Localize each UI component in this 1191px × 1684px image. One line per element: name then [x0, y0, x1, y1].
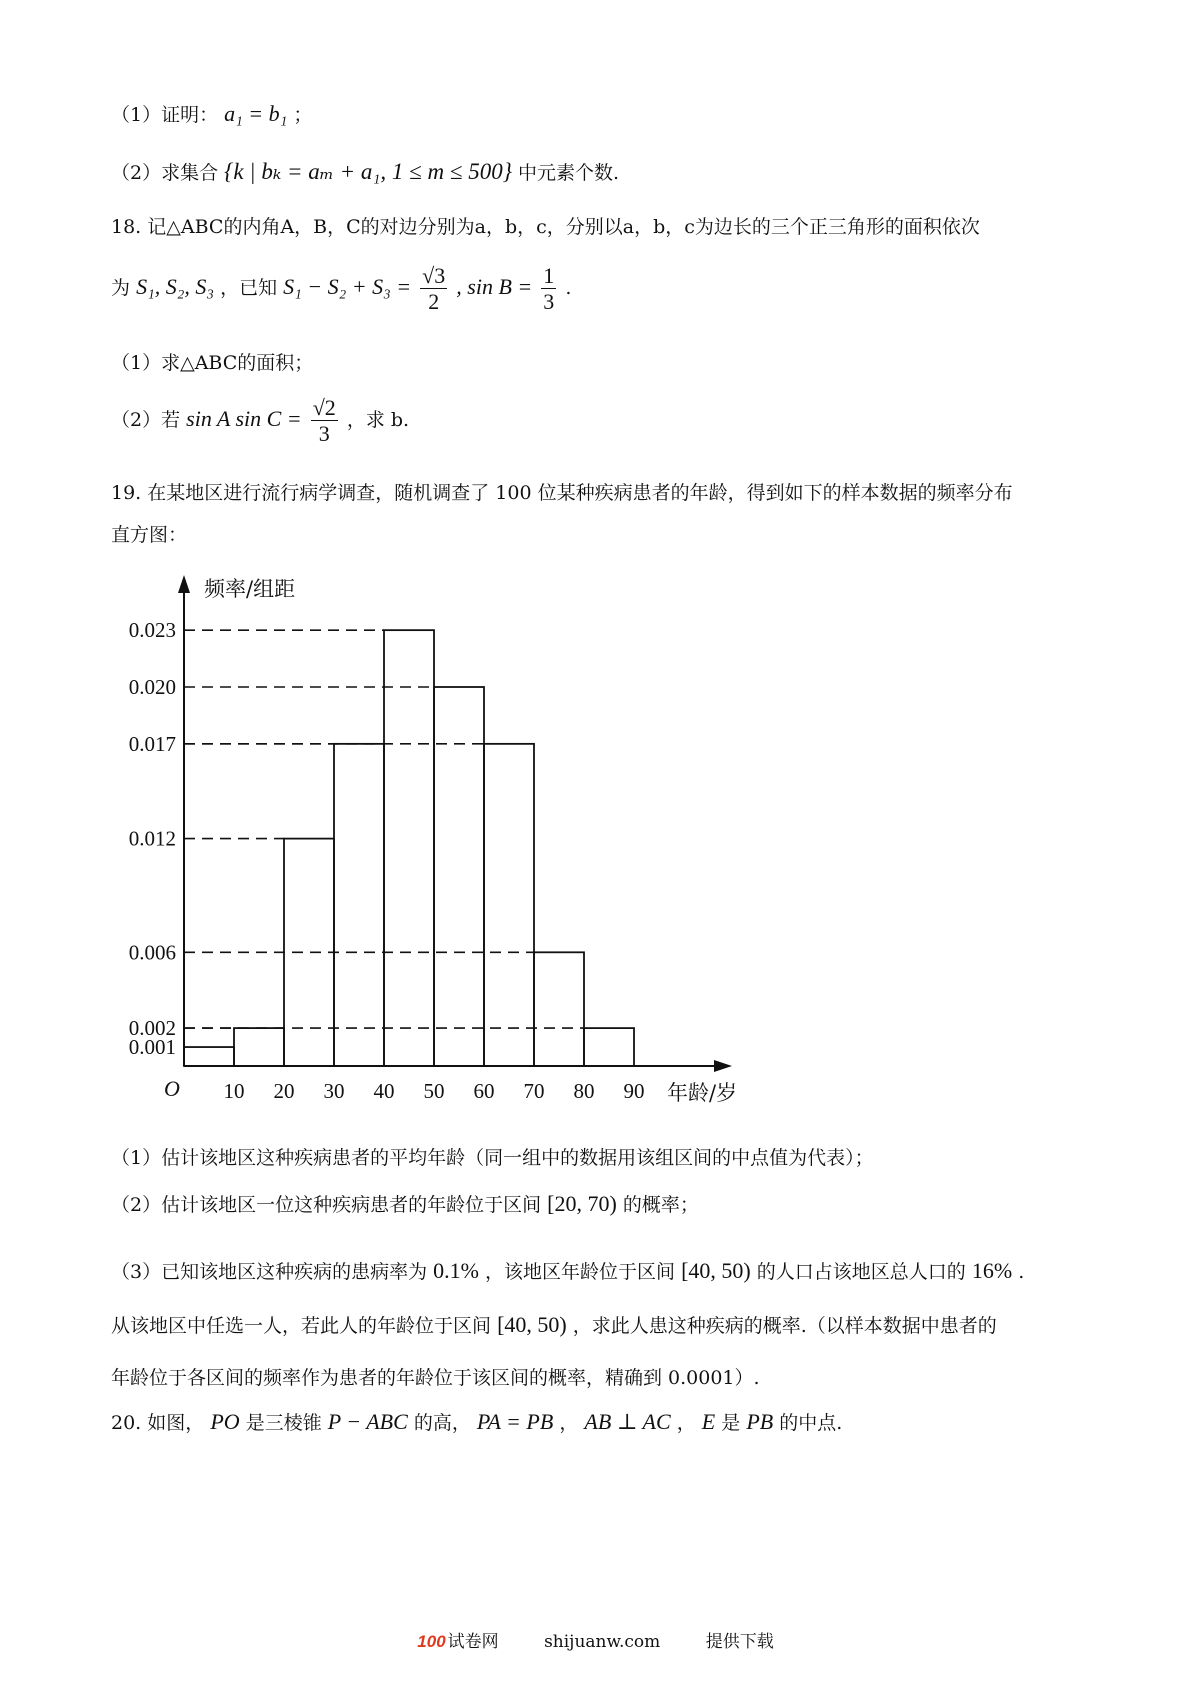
q18-frac1-num: √3 — [422, 263, 446, 288]
y-axis-arrow — [178, 575, 190, 593]
q18-part2-end: ，求 b. — [346, 408, 410, 431]
x-tick-label: 10 — [223, 1079, 245, 1103]
x-tick-label: 50 — [423, 1079, 445, 1103]
x-tick-label: 80 — [573, 1079, 595, 1103]
q20-pb: PB — [746, 1409, 774, 1434]
q20-t1: 是三棱锥 — [245, 1412, 322, 1434]
q17-part2 — [111, 158, 619, 185]
y-axis-label: 频率/组距 — [204, 577, 296, 601]
footer-note: 提供下载 — [705, 1632, 774, 1652]
q19-part3-line2 — [111, 1311, 997, 1338]
x-tick-label: 70 — [523, 1079, 545, 1103]
q18-part1: （1）求△ABC的面积； — [111, 352, 314, 374]
x-tick-label: 90 — [623, 1079, 645, 1103]
q19-intro-2: 直方图： — [111, 524, 188, 546]
q19-part3-mid2: 的人口占该地区总人口的 — [756, 1261, 966, 1283]
q17-part2-label: （2）求集合 — [111, 162, 219, 184]
origin-label: O — [164, 1076, 180, 1101]
q18-part2 — [111, 395, 409, 447]
histogram-chart — [110, 577, 810, 1110]
page-footer — [0, 1627, 1191, 1652]
q19-part2-end: 的概率； — [622, 1194, 699, 1216]
q17-part1-end: ； — [293, 104, 313, 126]
q19-part1: （1）估计该地区这种疾病患者的平均年龄（同一组中的数据用该组区间的中点值为代表）； — [111, 1147, 874, 1169]
q19-part3-label: （3）已知该地区这种疾病的患病率为 — [111, 1261, 428, 1283]
q18-frac3-den: 3 — [318, 421, 330, 447]
y-tick-label: 0.012 — [128, 826, 176, 851]
q20-po: PO — [210, 1409, 240, 1434]
q18-given-end: . — [565, 276, 572, 299]
q17-part1-math: a₁ = b₁ — [224, 101, 288, 126]
q19-part3-line2-interval: [40, 50) — [497, 1312, 567, 1337]
q18-given-eq: S₁ − S₂ + S₃ = — [283, 273, 412, 299]
y-tick-label: 0.023 — [128, 618, 176, 643]
q17-part1-label: （1）证明： — [111, 104, 219, 126]
site-logo: 100 — [417, 1632, 446, 1651]
q20-t2: 的高， — [413, 1412, 471, 1434]
q20-pabc: P − ABC — [327, 1409, 408, 1434]
q18-part2-label: （2）若 — [111, 408, 181, 431]
q19-part3 — [111, 1257, 1024, 1284]
q18-given-a: 为 — [111, 276, 131, 299]
y-tick-label: 0.006 — [128, 940, 176, 965]
y-tick-label: 0.002 — [128, 1016, 176, 1041]
x-axis-arrow — [714, 1060, 732, 1072]
q18-frac1-den: 2 — [428, 289, 440, 315]
q18-given-s: S₁, S₂, S₃ — [136, 273, 215, 299]
site-name: 试卷网 — [447, 1632, 499, 1652]
x-tick-label: 30 — [323, 1079, 345, 1103]
q17-part2-math: {k | bₖ = aₘ + a₁, 1 ≤ m ≤ 500} — [224, 159, 512, 184]
q20-label: 20. 如图， — [111, 1412, 205, 1434]
q18-frac2 — [541, 263, 556, 315]
histogram-bar — [284, 839, 334, 1066]
q19-part3-line2-a: 从该地区中任选一人，若此人的年龄位于区间 — [111, 1315, 492, 1337]
y-tick-label: 0.020 — [128, 675, 176, 699]
y-tick-label: 0.017 — [128, 731, 176, 756]
q19-part2-interval: [20, 70) — [547, 1191, 617, 1216]
q19-part3-interval: [40, 50) — [681, 1258, 751, 1283]
q18-frac3-num: √2 — [312, 395, 336, 420]
q19-part3-rate: 0.1% — [433, 1258, 479, 1283]
x-axis-label: 年龄/岁 — [667, 1081, 738, 1105]
q19-part2 — [111, 1190, 699, 1217]
q19-part3-line2-b: ，求此人患这种疾病的概率.（以样本数据中患者的 — [572, 1315, 997, 1337]
q20-intro — [111, 1408, 842, 1435]
q18-frac2-den: 3 — [543, 289, 555, 315]
q19-part3-pct: 16% — [971, 1258, 1013, 1283]
q18-intro: 18. 记△ABC的内角A，B，C的对边分别为a，b，c，分别以a，b，c为边长的三个正三角形的面积依次 — [111, 216, 980, 238]
q18-given-b: ，已知 — [220, 276, 278, 299]
q18-frac2-num: 1 — [543, 263, 555, 288]
histogram-bar — [184, 1047, 234, 1066]
q19-part3-end: . — [1018, 1261, 1025, 1283]
q19-part3-line3: 年龄位于各区间的频率作为患者的年龄位于该区间的概率，精确到 0.0001）. — [111, 1367, 760, 1389]
x-tick-label: 60 — [473, 1079, 495, 1103]
histogram-bar — [484, 744, 534, 1066]
q20-t5: 是 — [721, 1412, 741, 1434]
x-tick-label: 20 — [273, 1079, 295, 1103]
q19-intro-1: 19. 在某地区进行流行病学调查，随机调查了 100 位某种疾病患者的年龄，得到如下的样本数据的频率分布 — [111, 482, 1013, 504]
q18-given — [111, 263, 571, 315]
y-tick-label: 0.001 — [128, 1035, 176, 1060]
q20-pa: PA = PB — [476, 1409, 554, 1434]
q20-ab: AB ⊥ AC — [584, 1409, 671, 1434]
q20-t4: ， — [676, 1412, 696, 1434]
q17-part2-end: 中元素个数. — [518, 162, 620, 184]
q20-t6: 的中点. — [779, 1412, 843, 1434]
q20-e: E — [701, 1409, 716, 1434]
q18-part2-math: sin A sin C = — [186, 405, 302, 431]
histogram-bar — [384, 630, 434, 1066]
q19-part2-label: （2）估计该地区一位这种疾病患者的年龄位于区间 — [111, 1194, 542, 1216]
q17-part1 — [111, 100, 312, 127]
histogram-bar — [584, 1028, 634, 1066]
histogram-bar — [534, 952, 584, 1066]
q18-frac3 — [311, 395, 338, 447]
q20-t3: ， — [559, 1412, 579, 1434]
q18-given-sin: , sin B = — [456, 273, 533, 299]
histogram-bar — [334, 744, 384, 1066]
q19-part3-mid: ，该地区年龄位于区间 — [485, 1261, 676, 1283]
q18-frac1 — [420, 263, 447, 315]
x-tick-label: 40 — [373, 1079, 395, 1103]
site-url: shijuanw.com — [544, 1632, 661, 1652]
histogram-bar — [234, 1028, 284, 1066]
